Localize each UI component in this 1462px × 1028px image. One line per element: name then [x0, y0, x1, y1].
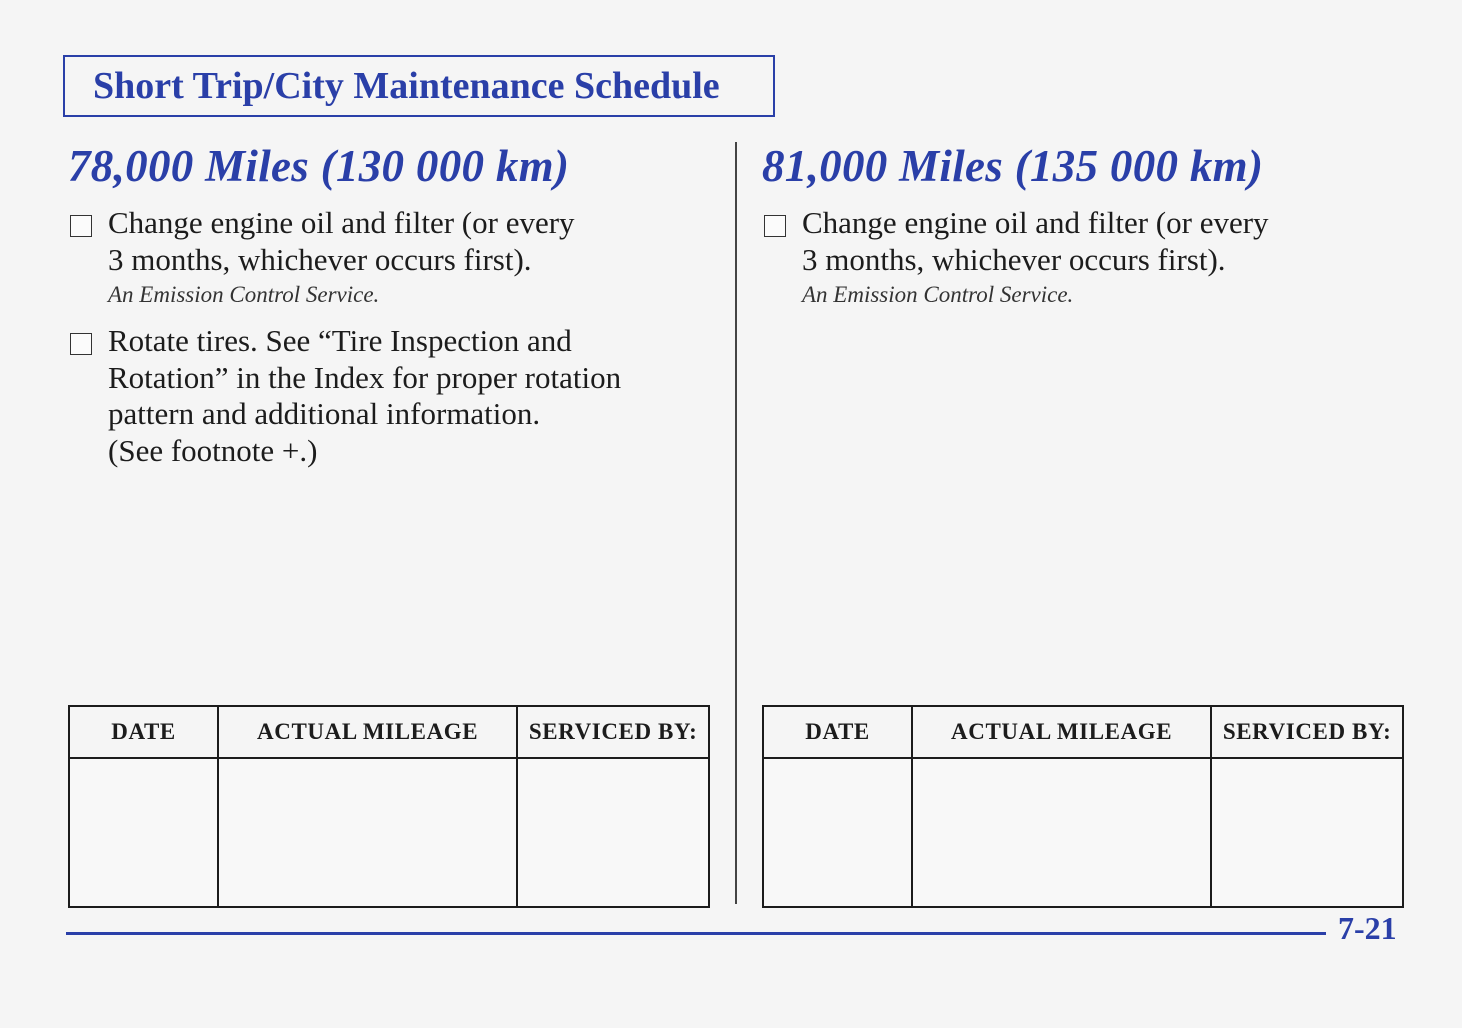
service-checkbox[interactable] [70, 333, 92, 355]
serviced-by-header: SERVICED BY: [517, 706, 709, 758]
item-line: Change engine oil and filter (or every [108, 205, 575, 240]
service-item-rotate-tires [70, 323, 710, 469]
service-checkbox[interactable] [70, 215, 92, 237]
date-cell[interactable] [69, 758, 218, 907]
emission-note: An Emission Control Service. [802, 282, 1074, 307]
actual-mileage-cell[interactable] [218, 758, 517, 907]
item-line: (See footnote +.) [108, 432, 318, 468]
service-item-text [802, 205, 1404, 278]
item-line: Rotate tires. See “Tire Inspection and [108, 323, 572, 358]
service-checkbox[interactable] [764, 215, 786, 237]
actual-mileage-cell[interactable] [912, 758, 1211, 907]
date-header: DATE [69, 706, 218, 758]
emission-note: An Emission Control Service. [108, 282, 380, 307]
service-log-table [762, 705, 1404, 908]
serviced-by-header: SERVICED BY: [1211, 706, 1403, 758]
page-title: Short Trip/City Maintenance Schedule [93, 65, 720, 107]
date-header: DATE [763, 706, 912, 758]
service-item-oil-change [70, 205, 710, 308]
serviced-by-cell[interactable] [1211, 758, 1403, 907]
mileage-heading: 78,000 Miles (130 000 km) [68, 141, 570, 191]
item-line: pattern and additional information. [108, 396, 541, 431]
service-item-oil-change [764, 205, 1404, 308]
item-line: Rotation” in the Index for proper rotation [108, 359, 622, 395]
item-line: Change engine oil and filter (or every [802, 205, 1269, 240]
item-line: 3 months, whichever occurs first). [802, 241, 1226, 277]
actual-mileage-header: ACTUAL MILEAGE [218, 706, 517, 758]
service-item-text [108, 323, 710, 469]
service-log-table [68, 705, 710, 908]
page-number: 7-21 [1338, 910, 1397, 946]
mileage-heading: 81,000 Miles (135 000 km) [762, 141, 1264, 191]
service-item-text [108, 205, 710, 278]
item-line: 3 months, whichever occurs first). [108, 241, 532, 277]
schedule-column-78000 [0, 0, 698, 1028]
actual-mileage-header: ACTUAL MILEAGE [912, 706, 1211, 758]
date-cell[interactable] [763, 758, 912, 907]
serviced-by-cell[interactable] [517, 758, 709, 907]
footer-rule [66, 932, 1326, 935]
